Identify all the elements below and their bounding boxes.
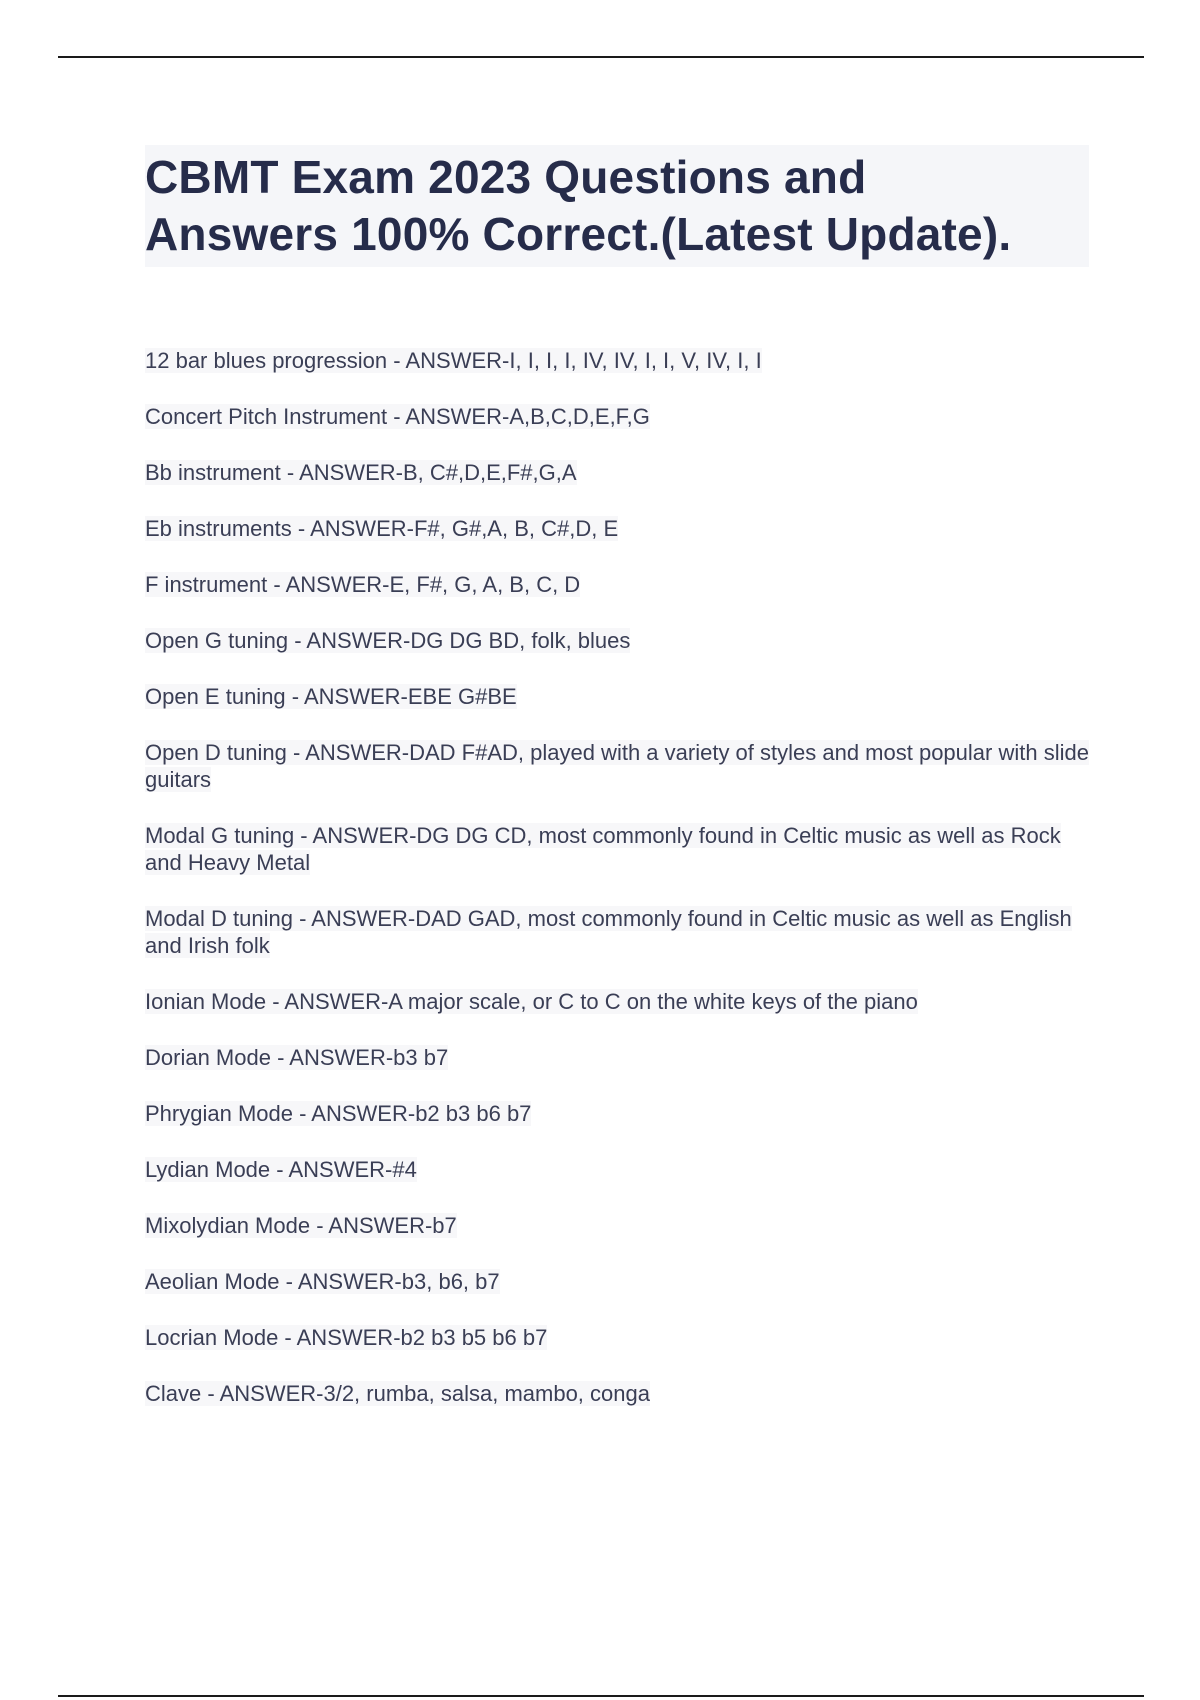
document-title [145,145,1089,267]
qa-item-text: Phrygian Mode - ANSWER-b2 b3 b6 b7 [145,1101,532,1126]
qa-item [145,1100,1089,1127]
qa-item-text: Open D tuning - ANSWER-DAD F#AD, played with a variety of styles and most popular with slide guitars [145,740,1089,792]
qa-item [145,403,1089,430]
qa-item [145,1044,1089,1071]
qa-item-text: Dorian Mode - ANSWER-b3 b7 [145,1045,449,1070]
qa-item-text: Concert Pitch Instrument - ANSWER-A,B,C,D,E,F,G [145,404,650,429]
qa-item [145,571,1089,598]
qa-item-text: Open G tuning - ANSWER-DG DG BD, folk, blues [145,628,631,653]
qa-item-text: Modal G tuning - ANSWER-DG DG CD, most commonly found in Celtic music as well as Rock and Heavy Metal [145,823,1061,875]
qa-item-text: Bb instrument - ANSWER-B, C#,D,E,F#,G,A [145,460,577,485]
qa-item [145,627,1089,654]
qa-item [145,739,1089,793]
qa-item [145,1324,1089,1351]
qa-item-text: Ionian Mode - ANSWER-A major scale, or C to C on the white keys of the piano [145,989,918,1014]
qa-item-text: Lydian Mode - ANSWER-#4 [145,1157,417,1182]
top-rule [58,56,1144,58]
qa-item-text: F instrument - ANSWER-E, F#, G, A, B, C, D [145,572,581,597]
qa-item [145,822,1089,876]
qa-item-text: Open E tuning - ANSWER-EBE G#BE [145,684,517,709]
qa-item-text: Modal D tuning - ANSWER-DAD GAD, most commonly found in Celtic music as well as English and Irish folk [145,906,1072,958]
qa-item [145,683,1089,710]
qa-item-text: Locrian Mode - ANSWER-b2 b3 b5 b6 b7 [145,1325,548,1350]
qa-item [145,905,1089,959]
bottom-rule [58,1695,1144,1697]
document-body [145,145,1089,1436]
qa-item-text: Clave - ANSWER-3/2, rumba, salsa, mambo, conga [145,1381,650,1406]
qa-item [145,347,1089,374]
qa-item-text: Aeolian Mode - ANSWER-b3, b6, b7 [145,1269,500,1294]
qa-item [145,988,1089,1015]
title-line-1: CBMT Exam 2023 Questions and [145,151,867,203]
qa-item [145,1380,1089,1407]
qa-list [145,347,1089,1407]
qa-item [145,459,1089,486]
qa-item [145,1212,1089,1239]
qa-item-text: Eb instruments - ANSWER-F#, G#,A, B, C#,D, E [145,516,619,541]
title-line-2: Answers 100% Correct.(Latest Update). [145,208,1012,260]
qa-item-text: 12 bar blues progression - ANSWER-I, I, I, I, IV, IV, I, I, V, IV, I, I [145,348,762,373]
qa-item [145,1156,1089,1183]
qa-item [145,1268,1089,1295]
qa-item-text: Mixolydian Mode - ANSWER-b7 [145,1213,457,1238]
qa-item [145,515,1089,542]
